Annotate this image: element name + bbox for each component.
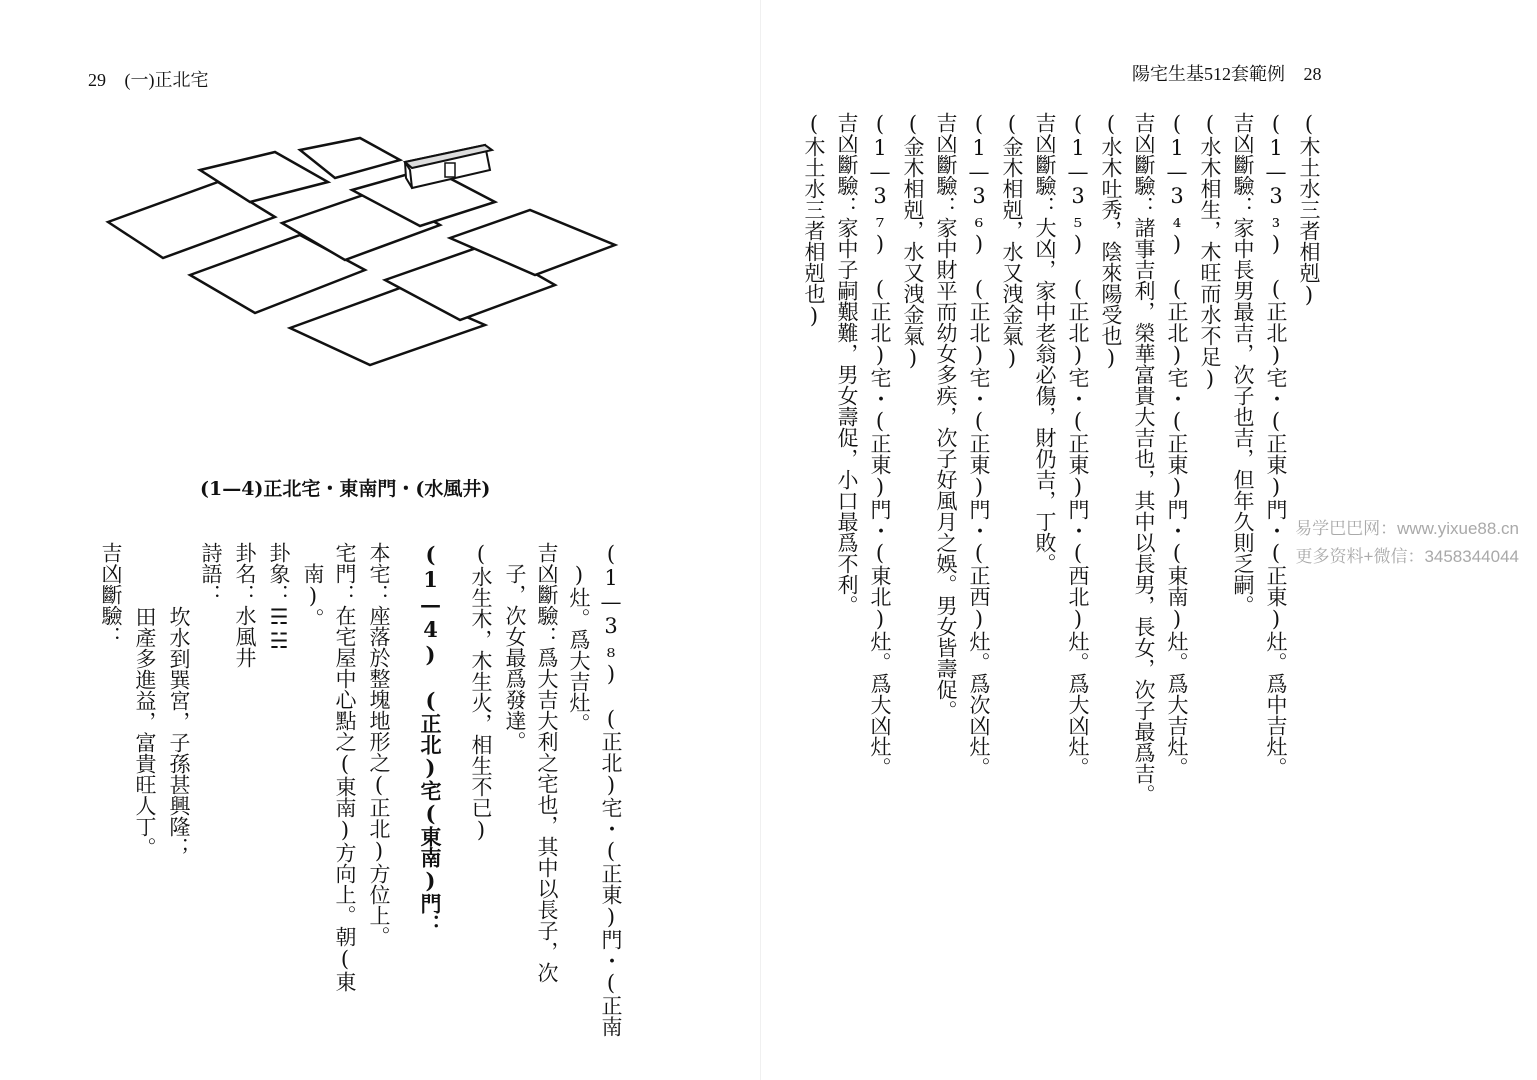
- left-text-column: 南)。: [301, 542, 325, 629]
- right-text-column: (1—3₃) (正北)宅・(正東)門・(正東)灶。爲中吉灶。: [1264, 112, 1288, 778]
- right-text-column: (水木吐秀，陰來陽受也): [1099, 112, 1123, 370]
- house-plot-grid-figure: [100, 130, 620, 370]
- left-page-header: [88, 66, 223, 92]
- watermark-contact: 更多资料+微信：3458344044: [1295, 547, 1519, 566]
- left-text-column: (水生木，木生火，相生不已): [469, 542, 493, 842]
- left-text-column: 本宅：座落於整塊地形之(正北)方位上。: [367, 542, 391, 947]
- watermark-site: 易学巴巴网：www.yixue88.cn: [1295, 519, 1519, 538]
- left-text-column: 子，次女最爲發達。: [503, 542, 527, 752]
- right-text-column: 吉凶斷驗：家中子嗣艱難，男女壽促，小口最爲不利。: [835, 112, 859, 616]
- left-text-column: 卦名：水風井: [233, 542, 257, 668]
- right-text-column: (1—3₆) (正北)宅・(正東)門・(正西)灶。爲次凶灶。: [967, 112, 991, 778]
- left-text-column: 卦象：☴☵: [267, 542, 291, 653]
- left-text-column: 坎水到巽宮，子孫甚興隆；: [167, 585, 191, 858]
- book-title: 陽宅生基512套範例: [1132, 64, 1285, 84]
- right-text-column: 吉凶斷驗：諸事吉利，榮華富貴大吉也，其中以長男，長女，次子最爲吉。: [1132, 112, 1156, 805]
- right-text-column: (1—3₅) (正北)宅・(正東)門・(西北)灶。爲大凶灶。: [1066, 112, 1090, 778]
- left-text-column: 宅門：在宅屋中心點之(東南)方向上。朝(東: [333, 542, 357, 992]
- right-page-number: 28: [1303, 64, 1322, 84]
- right-text-column: (金木相剋，水又洩金氣): [901, 112, 925, 370]
- left-section-title: (一)正北宅: [124, 70, 209, 90]
- right-text-column: 吉凶斷驗：家中財平而幼女多疾，次子好風月之娛。男女皆壽促。: [934, 112, 958, 721]
- right-page-header: [1132, 60, 1336, 86]
- right-text-column: (金木相剋，水又洩金氣): [1000, 112, 1024, 370]
- left-text-column: 吉凶斷驗：: [99, 542, 123, 647]
- plot-tile: [300, 138, 400, 178]
- right-text-column: (1—3₇) (正北)宅・(正東)門・(東北)灶。爲大凶灶。: [868, 112, 892, 778]
- right-text-column: (木土水三者相剋也): [802, 112, 826, 328]
- left-text-column-heading: (1—4) (正北)宅(東南)門：: [418, 542, 443, 935]
- right-text-column: 吉凶斷驗：大凶，家中老翁必傷，財仍吉，丁敗。: [1033, 112, 1057, 574]
- left-page-number: 29: [88, 70, 106, 90]
- right-text-column: (木土水三者相剋): [1297, 112, 1321, 307]
- right-text-column: 吉凶斷驗：家中長男最吉，次子也吉，但年久則乏嗣。: [1231, 112, 1255, 616]
- left-text-column: (1—3₈) (正北)宅・(正東)門・(正南: [599, 542, 623, 1037]
- left-text-column: 吉凶斷驗：爲大吉大利之宅也，其中以長子，次: [535, 542, 559, 983]
- right-text-column: (水木相生，木旺而水不足): [1198, 112, 1222, 391]
- house-door-icon: [445, 163, 455, 177]
- left-text-column: 田產多進益，富貴旺人丁。: [133, 585, 157, 858]
- left-text-column: 詩語：: [199, 542, 223, 605]
- left-text-column: )灶。爲大吉灶。: [567, 542, 591, 734]
- left-page: [0, 0, 760, 1080]
- watermark: [1295, 515, 1519, 571]
- right-text-column: (1—3₄) (正北)宅・(正東)門・(東南)灶。爲大吉灶。: [1165, 112, 1189, 778]
- figure-caption: (1—4)正北宅・東南門・(水風井): [200, 478, 491, 500]
